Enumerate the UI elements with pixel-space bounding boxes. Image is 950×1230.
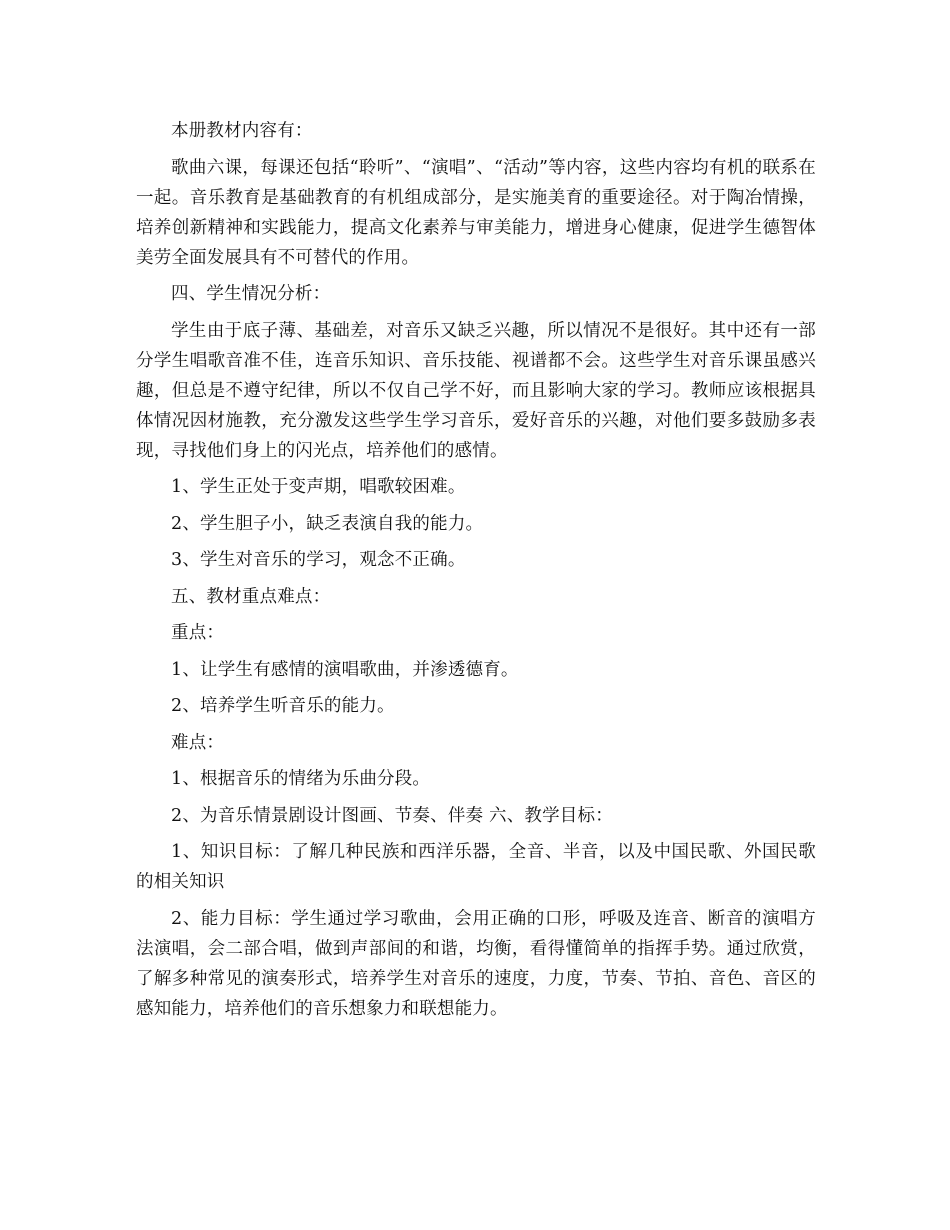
- list-item-goal-ability: 2、能力目标：学生通过学习歌曲，会用正确的口形，呼吸及连音、断音的演唱方法演唱，会二部合唱，做到声部间的和谐，均衡，看得懂简单的指挥手势。通过欣赏，了解多种常见的演奏形式，培养学生对音乐的速度，力度，节奏、节拍、音色、音区的感知能力，培养他们的音乐想象力和联想能力。: [136, 908, 816, 1019]
- document-body: [136, 116, 816, 1030]
- list-item-student-1: 1、学生正处于变声期，唱歌较困难。: [171, 477, 466, 497]
- subheading-focus: 重点：: [171, 623, 225, 643]
- list-item-focus-2: 2、培养学生听音乐的能力。: [171, 696, 395, 716]
- paragraph-content-intro: 本册教材内容有：: [171, 121, 313, 141]
- subheading-difficulty: 难点：: [171, 732, 225, 753]
- paragraph-content-description: 歌曲六课，每课还包括“聆听”、“演唱”、“活动”等内容，这些内容均有机的联系在一起。音乐教育是基础教育的有机组成部分，是实施美育的重要途径。对于陶冶情操，培养创新精神和实践能力，提高文化素养与审美能力，增进身心健康，促进学生德智体美劳全面发展具有不可替代的作用。: [136, 157, 816, 268]
- list-item-goal-knowledge: 1、知识目标：了解几种民族和西洋乐器，全音、半音，以及中国民歌、外国民歌的相关知识: [136, 842, 816, 892]
- list-item-student-2: 2、学生胆子小，缺乏表演自我的能力。: [171, 513, 484, 534]
- list-item-difficulty-2: 2、为音乐情景剧设计图画、节奏、伴奏 六、教学目标：: [171, 805, 613, 826]
- list-item-difficulty-1: 1、根据音乐的情绪为乐曲分段。: [171, 769, 431, 789]
- list-item-focus-1: 1、让学生有感情的演唱歌曲，并渗透德育。: [171, 659, 519, 680]
- list-item-student-3: 3、学生对音乐的学习，观念不正确。: [171, 550, 466, 570]
- section-heading-key-points: 五、教材重点难点：: [171, 586, 331, 607]
- section-heading-student-analysis: 四、学生情况分析：: [171, 284, 331, 304]
- paragraph-student-analysis: 学生由于底子薄、基础差，对音乐又缺乏兴趣，所以情况不是很好。其中还有一部分学生唱歌音准不佳，连音乐知识、音乐技能、视谱都不会。这些学生对音乐课虽感兴趣，但总是不遵守纪律，所以不仅自己学不好，而且影响大家的学习。教师应该根据具体情况因材施教，充分激发这些学生学习音乐，爱好音乐的兴趣，对他们要多鼓励多表现，寻找他们身上的闪光点，培养他们的感情。: [136, 320, 816, 461]
